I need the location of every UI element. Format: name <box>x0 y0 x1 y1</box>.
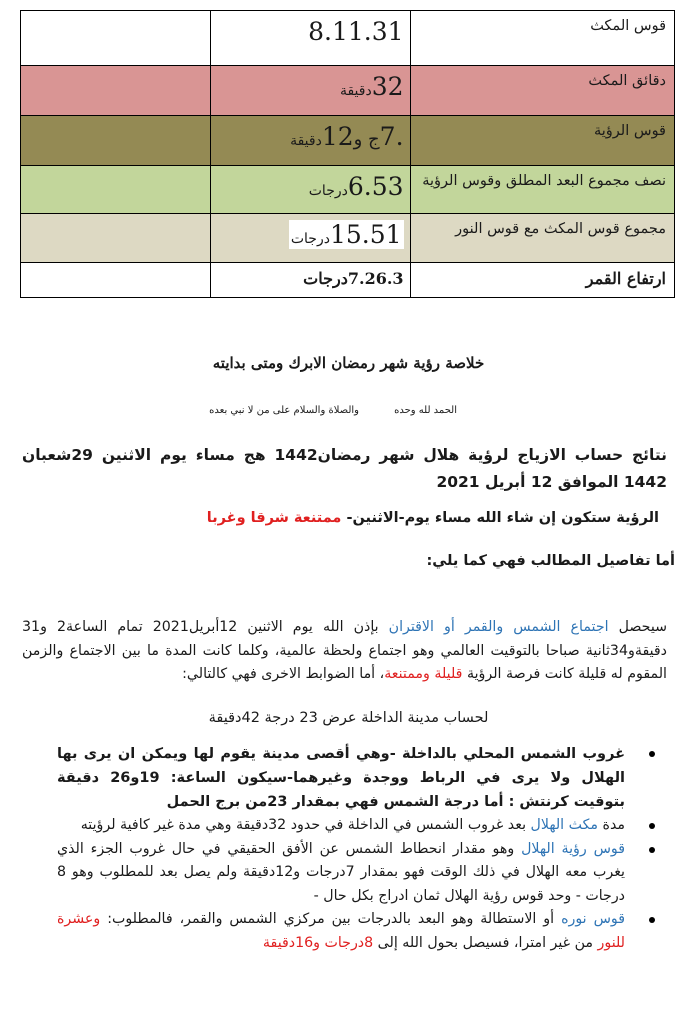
conjunction-term: اجتماع الشمس والقمر أو الاقتران <box>388 619 609 635</box>
row-label: قوس المكث <box>410 11 674 66</box>
row-label: نصف مجموع البعد المطلق وقوس الرؤية <box>410 166 674 214</box>
table-row <box>21 214 675 263</box>
row-label: ارتفاع القمر <box>410 263 674 298</box>
row-value: 8.11.31 <box>211 11 410 66</box>
table-row <box>21 11 675 66</box>
row-empty-cell <box>21 11 211 66</box>
table-row <box>21 66 675 116</box>
row-label: مجموع قوس المكث مع قوس النور <box>410 214 674 263</box>
chance-term: قليلة وممتنعة <box>384 666 463 682</box>
sighting-statement: الرؤية ستكون إن شاء الله مساء يوم-الاثنين- ممتنعة شرقا وغربا <box>206 510 659 526</box>
table-row <box>21 116 675 166</box>
row-label: قوس الرؤية <box>410 116 674 166</box>
row-empty-cell <box>21 166 211 214</box>
details-heading: أما تفاصيل المطالب فهي كما يلي: <box>426 553 675 569</box>
list-item: مدة مكث الهلال بعد غروب الشمس في الداخلة في حدود 32دقيقة وهي مدة غير كافية لرؤيته <box>57 814 657 838</box>
row-empty-cell <box>21 214 211 263</box>
table-row <box>21 166 675 214</box>
list-item: غروب الشمس المحلي بالداخلة -وهي أقصى مدينة يقوم لها ويمكن ان يرى بها الهلال ولا يرى في الرباط ووجدة وغيرهما-سيكون الساعة: 19و26 دقيقة بتوقيت كرنتش : أما درجة الشمس فهي بمقدار 23من برج الحمل <box>57 742 657 814</box>
criteria-list <box>57 742 657 955</box>
row-value: .7ج و12دقيقة <box>211 116 410 166</box>
row-label: دقائق المكث <box>410 66 674 116</box>
praise-text: الحمد لله وحده <box>394 405 457 416</box>
row-empty-cell <box>21 66 211 116</box>
moon-data-table <box>20 10 675 298</box>
row-empty-cell <box>21 263 211 298</box>
conjunction-paragraph: سيحصل اجتماع الشمس والقمر أو الاقتران بإذن الله يوم الاثنين 12أبريل2021 تمام الساعة2 و31 دقيقةو34ثانية صباحا بالتوقيت العالمي وهو اجتماع ولحظة عالمية، وكلما كانت المدة ما بين الاجتماع والزمن المقوم له قليلة كانت فرصة الرؤية قليلة وممتنعة، أما الضوابط الاخرى فهي كالتالي: <box>22 619 667 682</box>
results-heading: نتائج حساب الازياج لرؤية هلال شهر رمضان1442 هج مساء يوم الاثنين 29شعبان 1442 الموافق 12 أبريل 2021 <box>22 446 667 491</box>
page-title: خلاصة رؤية شهر رمضان الابرك ومتى بدايته <box>212 354 485 372</box>
list-item: قوس رؤية الهلال وهو مقدار انحطاط الشمس عن الأفق الحقيقي في حال غروب الجزء الذي يغرب معه الهلال في ذلك الوقت فهو بمقدار 7درجات و12دقيقة ولم يصل بعد للمطلوب وهو 8 درجات - وحد قوس رؤية الهلال ثمان ادراج بكل حال - <box>57 838 657 909</box>
list-item: قوس نوره أو الاستطالة وهو البعد بالدرجات بين مركزي الشمس والقمر، فالمطلوب: وعشرة للنور من غير امترا، فسيصل بحول الله إلى 8درجات و16دقيقة <box>57 908 657 955</box>
row-value: 6.53درجات <box>211 166 410 214</box>
row-value: 7.26.3درجات <box>211 263 410 298</box>
row-value: 32دقيقة <box>211 66 410 116</box>
row-value: 15.51درجات <box>211 214 410 263</box>
city-line: لحساب مدينة الداخلة عرض 23 درجة 42دقيقة <box>208 710 489 726</box>
row-empty-cell <box>21 116 211 166</box>
sighting-verdict: ممتنعة شرقا وغربا <box>206 510 342 526</box>
table-row <box>21 263 675 298</box>
salutation-text: والصلاة والسلام على من لا نبي بعده <box>209 405 359 416</box>
